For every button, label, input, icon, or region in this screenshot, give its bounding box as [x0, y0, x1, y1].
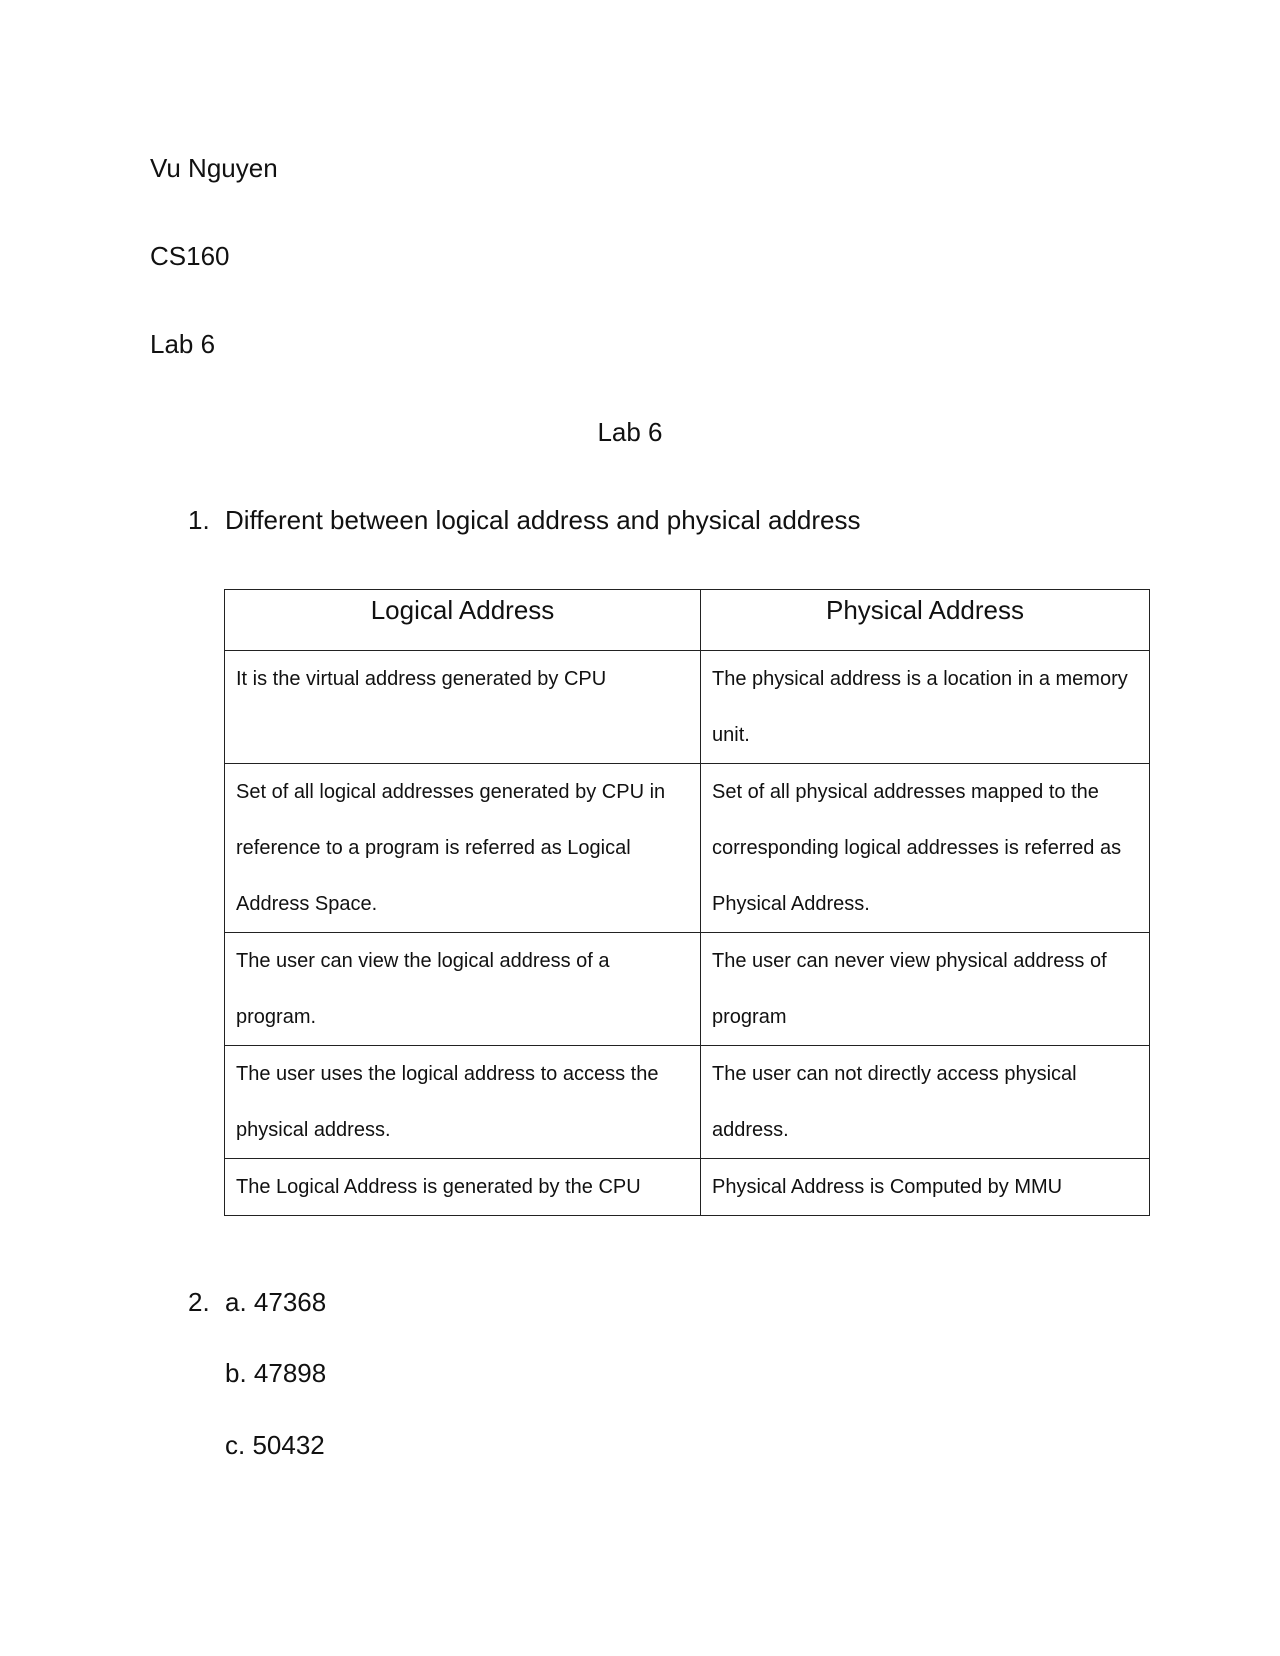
author-name: Vu Nguyen — [150, 153, 278, 183]
table-cell-physical: The user can not directly access physical address. — [701, 1046, 1150, 1159]
header-logical-address: Logical Address — [225, 590, 701, 651]
lab-label: Lab 6 — [150, 329, 216, 359]
document-title: Lab 6 — [597, 417, 663, 447]
answer-a: a. 47368 — [225, 1287, 327, 1317]
table-header-row — [225, 590, 1150, 651]
table-cell-logical: The Logical Address is generated by the CPU — [225, 1159, 701, 1216]
table-row — [225, 1159, 1150, 1216]
comparison-table — [224, 589, 1150, 1216]
table-row — [225, 1046, 1150, 1159]
table-cell-logical: The user uses the logical address to access the physical address. — [225, 1046, 701, 1159]
answer-b: b. 47898 — [225, 1358, 327, 1388]
table-cell-logical: Set of all logical addresses generated by CPU in reference to a program is referred as Logical Address Space. — [225, 764, 701, 933]
table-row — [225, 651, 1150, 764]
table-row — [225, 764, 1150, 933]
header-physical-address: Physical Address — [701, 590, 1150, 651]
table-cell-physical: Set of all physical addresses mapped to the corresponding logical addresses is referred as Physical Address. — [701, 764, 1150, 933]
table-cell-logical: The user can view the logical address of a program. — [225, 933, 701, 1046]
table-cell-physical: The physical address is a location in a memory unit. — [701, 651, 1150, 764]
question-2-number: 2. — [188, 1287, 210, 1317]
question-1-number: 1. — [188, 505, 210, 535]
table-row — [225, 933, 1150, 1046]
question-1-text: Different between logical address and physical address — [225, 505, 861, 535]
table-cell-physical: The user can never view physical address of program — [701, 933, 1150, 1046]
table-cell-logical: It is the virtual address generated by CPU — [225, 651, 701, 764]
course-code: CS160 — [150, 241, 230, 271]
table-cell-physical: Physical Address is Computed by MMU — [701, 1159, 1150, 1216]
answer-c: c. 50432 — [225, 1430, 325, 1460]
